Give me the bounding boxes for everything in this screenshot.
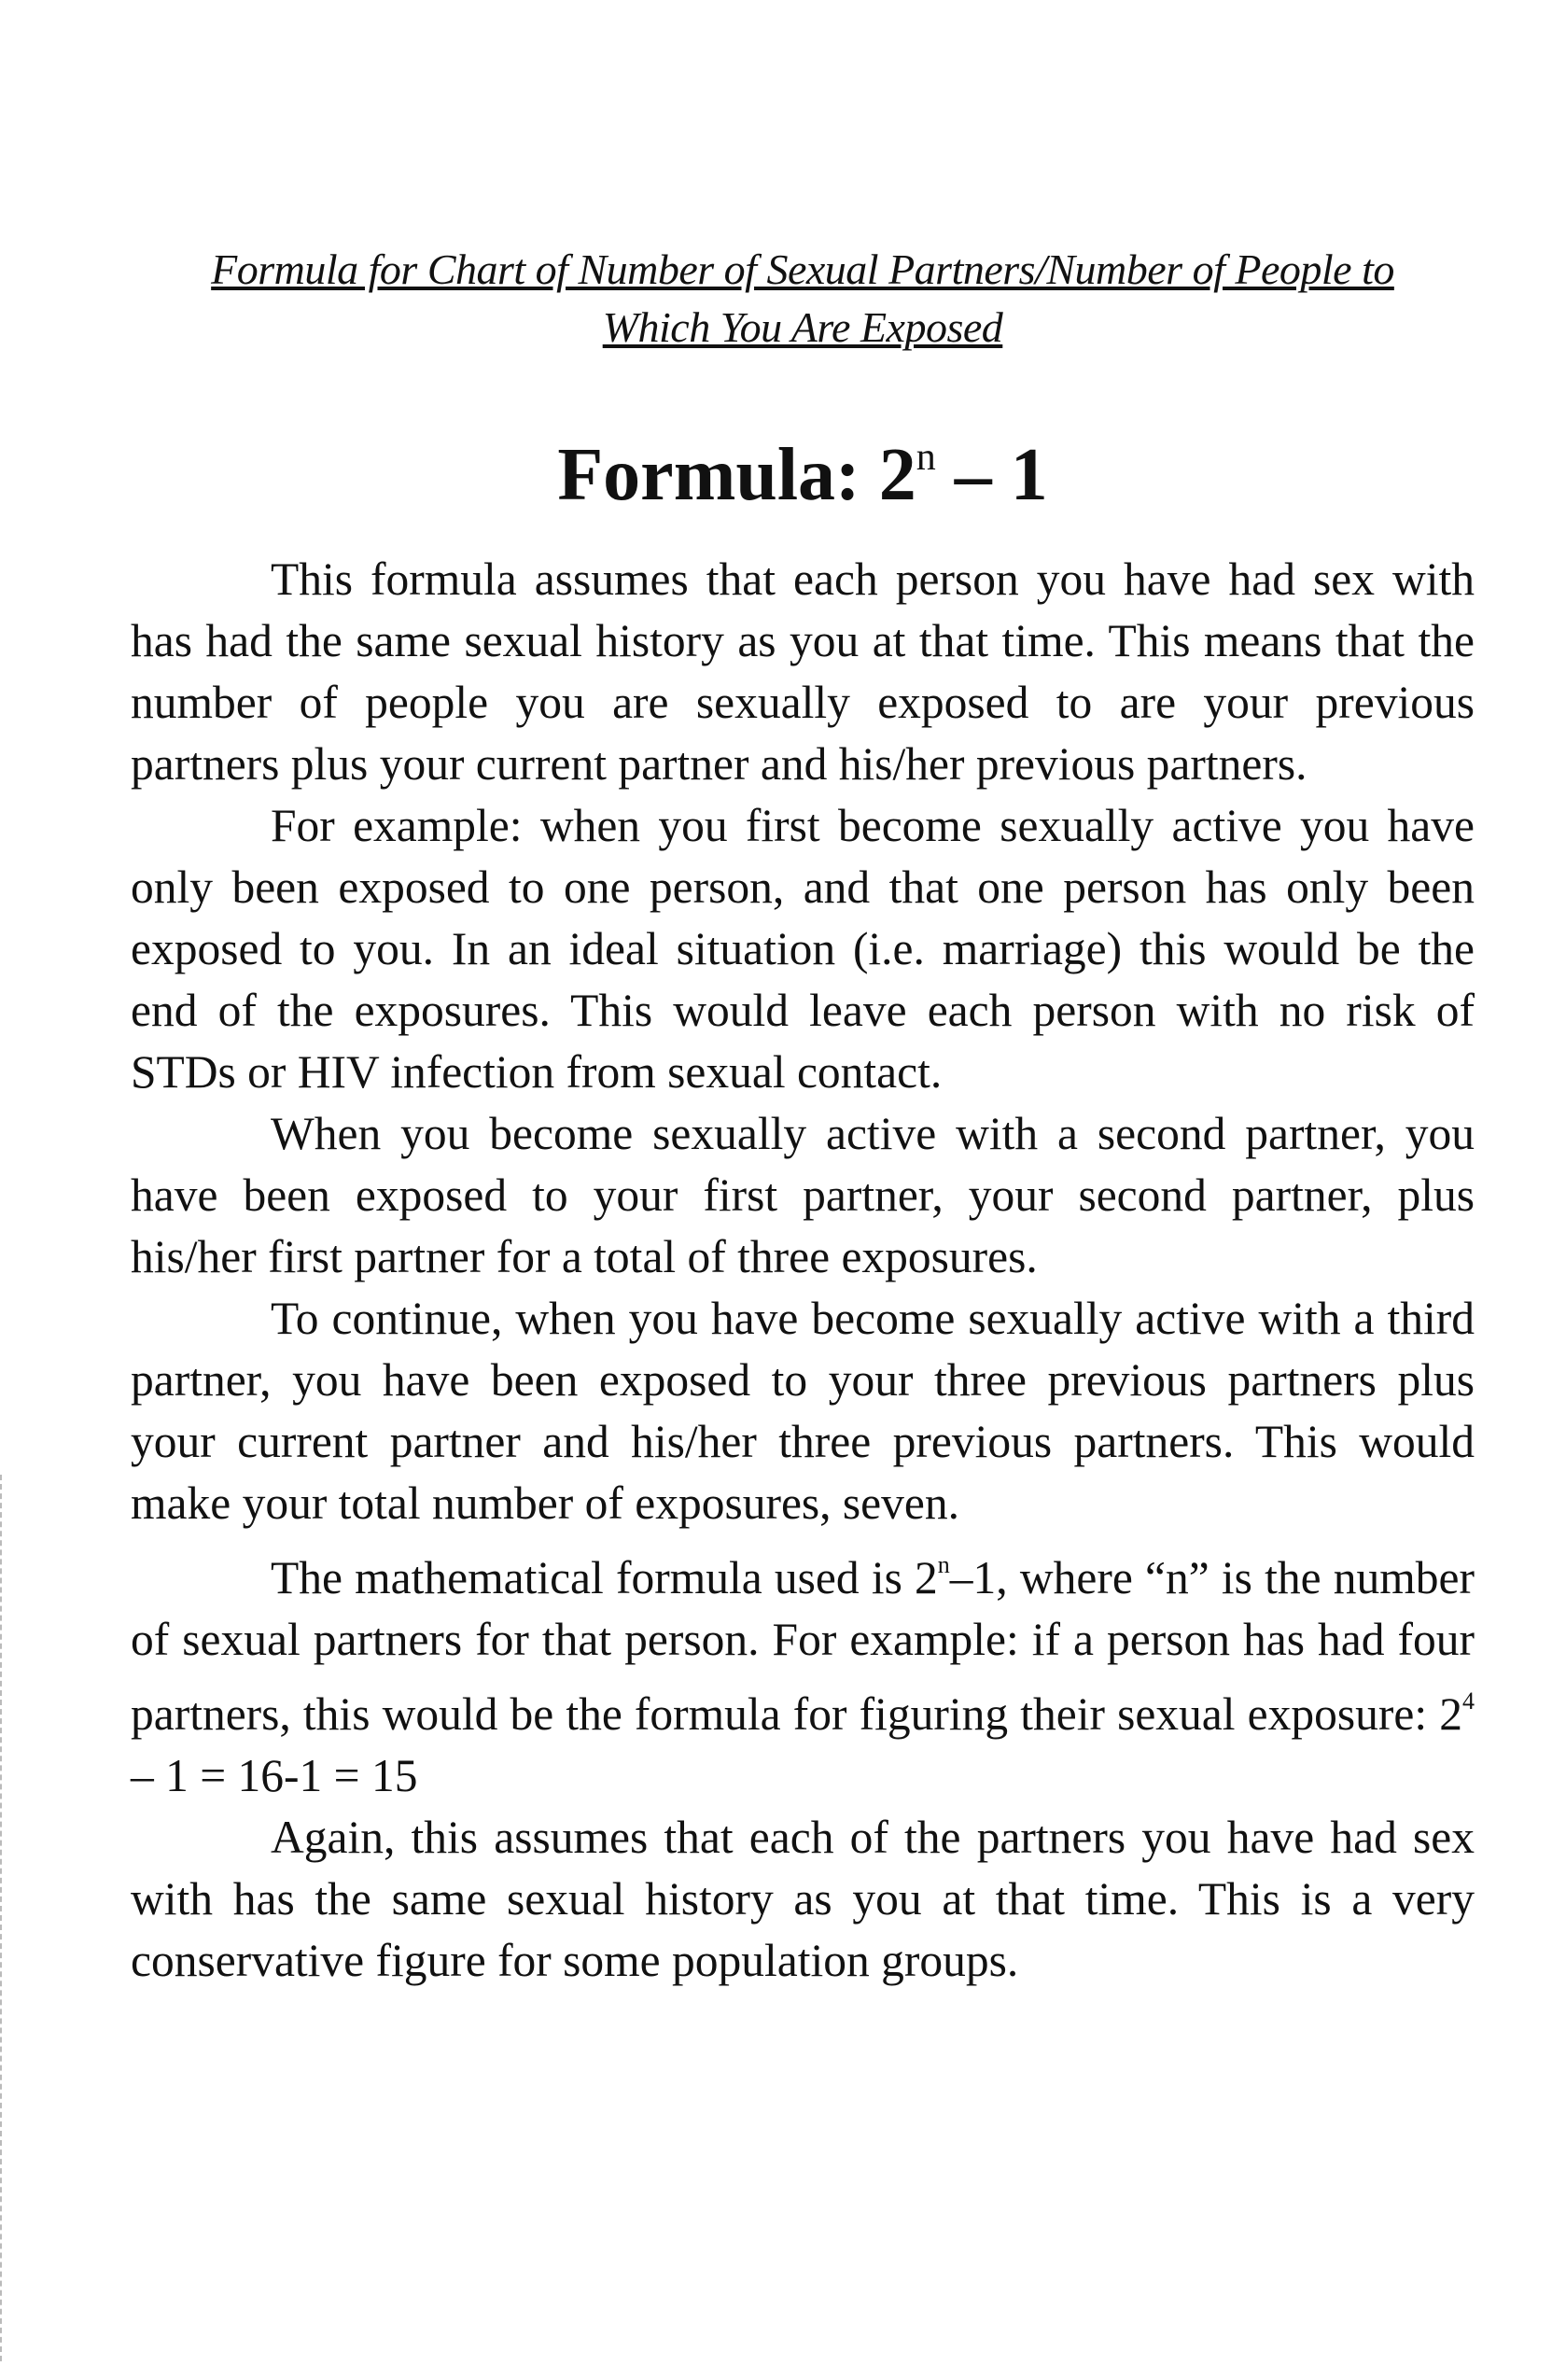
formula-tail: – 1 (935, 434, 1048, 516)
paragraph-2: For example: when you first become sexually active you have only been exposed to one person, and that one person has only been exposed to you. In an ideal situation (i.e. marriage) this would be the end of the exposures. This would leave each person with no risk of STDs or HIV infection from sexual contact. (131, 800, 1475, 1098)
paragraph-5 (131, 1534, 1475, 1807)
paragraph-6: Again, this assumes that each of the partners you have had sex with has the same sexual history as you at that time. This is a very conservative figure for some population groups. (131, 1812, 1475, 1986)
p5-text-a: The mathematical formula used is 2 (271, 1552, 938, 1603)
formula-display (131, 411, 1475, 522)
p5-text-b: –1, where “n” is the number of sexual partners for that person. For example: if a person has had four partners, this would be the formula for figuring their sexual exposure: 2 (131, 1552, 1475, 1740)
p5-exponent-4: 4 (1462, 1687, 1475, 1715)
formula-base: 2 (878, 434, 916, 516)
p5-exponent-n: n (937, 1551, 950, 1578)
paragraph-3: When you become sexually active with a second partner, you have been exposed to your first partner, your second partner, plus his/her first partner for a total of three exposures. (131, 1108, 1475, 1282)
paragraph-1: This formula assumes that each person you have had sex with has had the same sexual history as you at that time. This means that the number of people you are sexually exposed to are your previous partners plus your current partner and his/her previous partners. (131, 553, 1475, 790)
formula-exponent: n (916, 436, 936, 479)
page-heading (131, 241, 1475, 357)
heading-line-1: Formula for Chart of Number of Sexual Partners/Number of People to (211, 245, 1394, 293)
scan-margin-mark (0, 1475, 4, 2361)
p5-text-c: – 1 = 16-1 = 15 (131, 1750, 418, 1801)
paragraph-4: To continue, when you have become sexually active with a third partner, you have been exposed to your three previous partners plus your current partner and his/her three previous partners. This would make your total number of exposures, seven. (131, 1293, 1475, 1529)
formula-label: Formula: (557, 434, 860, 516)
body-text (131, 549, 1475, 1992)
heading-line-2: Which You Are Exposed (602, 303, 1003, 351)
